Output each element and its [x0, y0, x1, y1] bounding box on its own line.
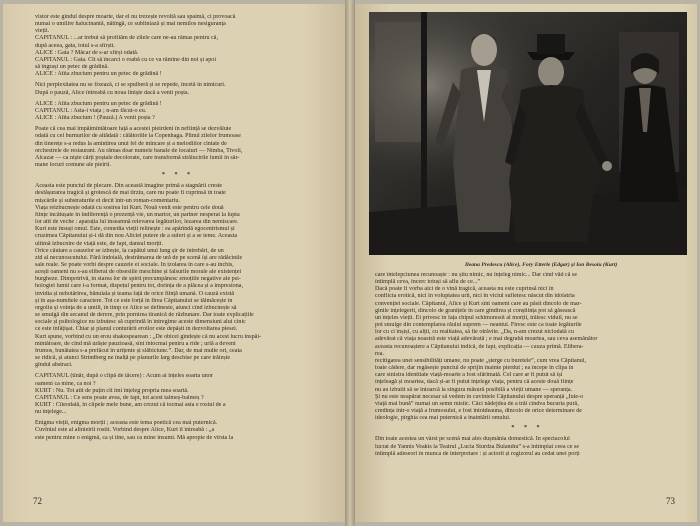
text-line: CĂPITANUL : ...ar trebui să profităm de zilele care ne-au rămas pentru că,: [35, 35, 219, 42]
left-page: [3, 4, 345, 522]
text-line: nu au izbutit să se întoarcă la singura măsură posibilă a vieții umane — speranța.: [375, 386, 573, 393]
text-line: KURT : Nu. Tot atît de puțin cît îmi înțeleg propria mea soartă.: [35, 387, 189, 394]
text-line: rea.: [375, 350, 384, 357]
text-line: vistor este gîndul despre moarte, dar el nu trezește revoltă sau spaimă, ci provoacă: [35, 14, 236, 20]
page-number-right: 73: [666, 496, 675, 506]
photo-image: [369, 12, 687, 255]
text-line: După o pauză, Alice întreabă cu noua liniște dacă a venit poșta.: [35, 89, 190, 96]
text-line: se smulgă din secanul de derere, prin pornirea tiranică de răzbunare. Dar toate explicațiile: [35, 312, 254, 319]
text-line: CĂPITANUL : Asta-i viața ; n-am făcut-o eu.: [35, 107, 147, 114]
text-line: CĂPITANUL : Gata. Cît să încarci o roabă cu ce va rămîne din noi și apoi: [35, 56, 217, 63]
text-line: CĂPITANUL (tînăr, după o clipă de tăcere) : Acum ai înțeles soarta unor: [35, 373, 213, 380]
section-divider-stars: * * *: [511, 425, 544, 432]
text-line: ideologie, pîrghia cea mai puternică a înaintării omului.: [375, 415, 511, 422]
text-line: Și nu este neapărat necesar să vedem în cuvintele Căpitanului despre speranță „Iute-o: [375, 393, 584, 400]
text-line: KURT : Cîteodată, în clipele mele bune, am crezut că tocmai asta e rostul de a: [35, 401, 226, 408]
text-line: ce este înfățișat. Chiar și planul conturării eroilor este depășit în dezvoltarea piesei.: [35, 326, 238, 333]
text-line: odată cu cel burnurilor de altădată : călătoriile la Copenhaga. Plinul zilelor frumoase: [35, 133, 241, 140]
text-line: ginile înțelegerii, dincolo de granițele în care gîndirea și conștiința pot să găsească: [375, 307, 576, 314]
text-line: ALICE : Atîta zbucium pentru un petec de grădină !: [35, 100, 162, 107]
text-line: Din toate acestea un vârst pe scenă mai ales dușmănia domestică. În spectacolul: [375, 436, 570, 443]
text-line: Cuvîntul este al alinieirii rostit. Vorbind despre Alice, Kurt îl întreabă : „a: [35, 427, 215, 434]
text-line: nu înțelege...: [35, 409, 67, 416]
text-line: sale reale. Se poate vorbi despre cauzele ei sociale. În izolarea în care s-au închis,: [35, 262, 234, 268]
right-page: [355, 4, 697, 522]
text-line: CĂPITANUL : Ce sens poate avea, de fapt, tot acest talmeș-balmeș ?: [35, 394, 204, 401]
text-line: mane locuri comune ale pieirii.: [35, 161, 111, 168]
text-line: Dacă poate fi vorba aici de o vină tragică, aceasta nu este cuprinsă nici în: [375, 286, 554, 293]
photo-caption: Ileana Predescu (Alice), Fory Etterle (Edgar) și Ion Besoiu (Kurt): [465, 262, 618, 268]
text-line: și în așa-numitele caractere. Tot ce este forță în firea Căpitanului se tălmăcește în: [35, 297, 233, 304]
text-line: Nici perplexitatea nu se fixează, ci se spulberă și se repede, încetă în nimicuri.: [35, 82, 226, 89]
text-line: oameni ca mine, ca noi ?: [35, 380, 96, 387]
text-line: Poate că cea mai împăimîntătoare față a acestei pieirdeni în neființă se dezvăluie: [35, 126, 232, 133]
text-line: invidia și nehotărîrea, bănuiala și teama față de orice ființă umană. O cauză există: [35, 290, 235, 297]
text-line: se ridică, și atunci Strindberg ne înalță pe planurile larg deschise pe care trăiește: [35, 355, 231, 362]
text-line: toate cădere, dar regăsește punctul de sprijin înainte pierdut ; ea începe în clipa în: [375, 365, 574, 372]
text-line: aceasta recunoaștere a Căpitanului indică, de fapt, explicația — cauza primă. Elibera-: [375, 343, 584, 350]
text-line: să îngrași un petec de grădină.: [35, 64, 109, 71]
text-line: vieții.: [35, 28, 50, 35]
text-line: este pentru mine o enigmă, ca și tine, sau ca mine însumi. Mă apropie de vîrsta la: [35, 434, 234, 441]
text-line: Orice căutare a cauzelor se izbește, la capătul unui lung șir de întrebări, de un: [35, 247, 224, 254]
text-line: Kurt este însuși omul. Este, comedia vieții relinește : ea apărîndă egocentrismul și: [35, 226, 235, 233]
text-line: Enigma vieții, enigma morții ; aceasta este tema poetică cea mai puternică.: [35, 420, 218, 427]
text-line: convenției sociale. Căpitanul, Alice și Kurt sînt oameni care au păsit dincolo de mar-: [375, 300, 582, 307]
text-line: ALICE : Atîta zbucium ! (Pauză.) A venit poșta ?: [35, 115, 155, 122]
text-line: Aceasta este punctul de plecare. Din această imagine primă a stagnării creste: [35, 183, 223, 190]
text-line: care sinistra identitate viață-moarte a fost sfărîmată. Cel care ar fi putut să își: [375, 372, 563, 379]
text-line: frumos, bunătatea s-a prefăcut în urîțenie și slăbiciune.”. Dar, de mai multe ori, ceata: [35, 347, 242, 354]
text-line: cruzimea Căpitanului și-i dă din nou Aliciei putere de a suferi și a se teme. Aceasta: [35, 233, 238, 240]
text-line: întîmplă adeseori în munca de interpretare : și actorii și regizorul au cedat unei porți: [375, 450, 580, 457]
text-line: Kurt spune, vorbind cu un erou shakespearean : „De obicei gîndește că nu acest lucru înspăi-: [35, 333, 262, 340]
text-line: lor atît de veche : aparația lui înseamnă relevarea legăturilor, lezarea din nemiscare.: [35, 219, 239, 226]
right-page-text: [375, 272, 680, 458]
text-line: conflicta erotică, nici în voluptatea urii, nici în viciul sufletesc născut din idolatria: [375, 293, 575, 300]
text-line: recitigarea unei sensibilități umane, nu poate „șterge cu buretele”, cum vrea Căpitanul,: [375, 357, 587, 364]
text-line: lucrat de Yannis Veakis la Teatrul „Lucia Sturdza Bulandra” s-a întîmplat ceea ce se: [375, 443, 580, 450]
text-line: care întelepciunea recunoaște : nu știu nimic, nu înțeleg nimic... Dar cînd văd că se: [375, 272, 578, 278]
text-line: acești oameni nu s-au eliberat de obsesiile meschine și falsurile morale ale existenței: [35, 269, 242, 276]
text-line: mîntătoare, de cînd mă urăște pauzioasă, sînt întocmai pentru a rîde ; urlă a deveni: [35, 340, 236, 347]
text-line: Alcazar — ca niște cărți poștale decolorate, care transformă strălucirile lumii în săr-: [35, 154, 240, 161]
text-line: credința într-o viață a frumosului, e fost întotdeauna, dincolo de orice determinare de: [375, 407, 582, 414]
text-line: burgheze. Dimpotrivă, în starea lor de spirit precumpănesc emoțiile negative ale psi-: [35, 276, 241, 283]
text-line: Viața reizbucnește odată cu sosirea lui Kurt. Nouă venit este pentru cele două: [35, 204, 224, 211]
text-line: un înțeles vieții. Ei privesc în fața chipul schimonosit al morții, trăiesc viduil, nu se: [375, 314, 578, 321]
left-page-text: [35, 14, 321, 442]
text-line: ultimă izbucnire de viață este, de fapt, dansul morții.: [35, 240, 164, 247]
text-line: ALICE : Atîta zbucium pentru un petec de grădină !: [35, 71, 162, 78]
page-number-left: 72: [33, 496, 42, 506]
text-line: orgoliu și voința de a umili, în timp ce Alice se defineste, atunci cînd izbucnește să: [35, 304, 237, 311]
text-line: mișcările și substraturile ei decît într-un roman-comentariu.: [35, 197, 180, 204]
section-divider-stars: * * *: [161, 172, 195, 179]
text-line: gîndul abstract.: [35, 362, 73, 369]
text-line: hologiei lumii care i-a format, dispețul pentru tot, dorința de a plăcea și a impresiona,: [35, 283, 243, 290]
text-line: orchestrele de restaurant. Au rămas doar numele banale de localuri — Nimba, Tivoli,: [35, 147, 243, 154]
text-line: adevărat că viața noastră este viață adevărată ; e mai degrabă moartea, sau ceva asemănător: [375, 336, 598, 343]
text-line: pot smulge din contemplarea răului suprem — neantul. Firesc este ca toate legăturile: [375, 322, 582, 329]
text-line: întîmplă ceva, încerc totuși să aflu de ce...”: [375, 279, 481, 286]
production-photo: [369, 12, 687, 255]
book-gutter: [345, 0, 355, 526]
text-line: ființe încătușate în indiferență o prezență vie, un martor, un partner nesperat la lupta: [35, 211, 240, 218]
text-line: după aceea, gata, totul s-a sfîrșit.: [35, 42, 115, 49]
text-line: sociale și psihologice nu izbutesc să cuprindă în întregime aceste dimensiuni alui cinic: [35, 319, 246, 326]
text-line: înțeleagă și moartea, dacă și-ar fi putut înțelege viața, pentru că aceste două ființe: [375, 379, 574, 386]
text-line: ALICE : Gata ? Măcar de s-ar sfîrși odată.: [35, 49, 139, 56]
text-line: lor cu ci înșiși, cu alții, cu realitatea, să fie otrăvite. „Da, n-am crezut niciodată cu: [375, 329, 574, 336]
text-line: desfășurarea tragică și grotescă de mai tîrziu, care nu poate fi cuprinsă în toate: [35, 190, 226, 197]
text-line: viață mai bună” numai un semn mistic. Căci nădejdea de a trăi cîndva bucuria pură,: [375, 400, 579, 407]
text-line: numai o umilire halucinantă, nătîngă, ce subliniază și mai nemilos nesiguranța: [35, 21, 226, 28]
text-line: din tinerețe s-a redus la amintirea unui fel de mîncare și a melodiilor cîntate de: [35, 140, 227, 147]
text-line: zid al necunoscutului. Fără îndoială, destrămarea de ură de pe scenă își are rădăcinile: [35, 254, 243, 261]
